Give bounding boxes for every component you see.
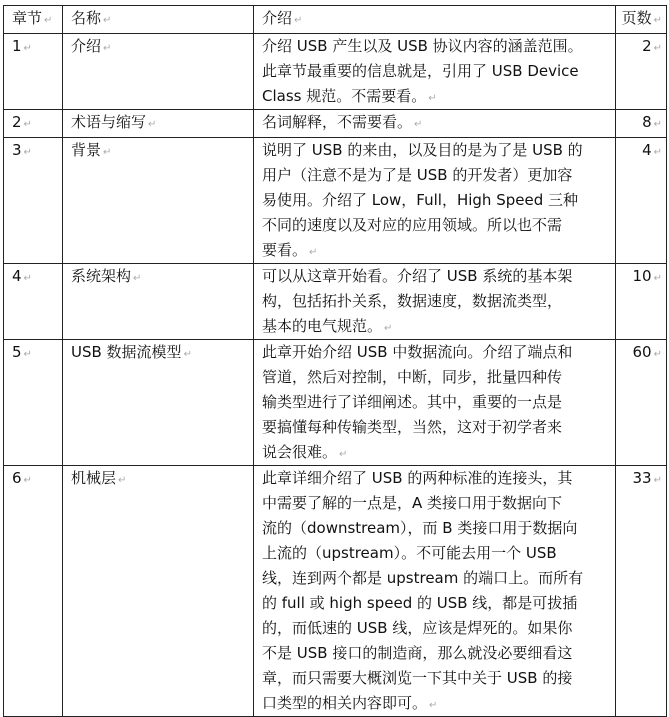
chapter-number-cell: [4, 466, 63, 717]
chapter-intro-line: 不是 USB 接口的制造商，那么就没必要细看这: [262, 644, 573, 662]
chapter-intro-line: 输类型进行了详细阐述。其中，重要的一点是: [262, 393, 563, 411]
chapter-intro-line: 流的（downstream），而 B 类接口用于数据向: [262, 519, 578, 537]
page-count-cell: [616, 340, 667, 466]
chapter-intro-cell: [254, 138, 616, 264]
chapter-number-cell: [4, 340, 63, 466]
page-count: 10 ↵: [633, 267, 662, 285]
table-row: [4, 340, 667, 466]
chapter-intro-cell: [254, 110, 616, 138]
chapter-intro-line: 要搞懂每种传输类型，当然，这对于初学者来: [262, 418, 563, 436]
chapter-intro-line: 说会很难。 ↵: [262, 440, 615, 465]
chapter-intro-line: 此章开始介绍 USB 中数据流向。介绍了端点和: [262, 343, 573, 361]
header-name: [63, 6, 254, 34]
chapter-number-cell: [4, 264, 63, 340]
chapter-intro-line: 用户（注意不是为了是 USB 的开发者）更加容: [262, 166, 573, 184]
chapter-intro-line: 介绍 USB 产生以及 USB 协议内容的涵盖范围。: [262, 37, 583, 55]
header-chapter: [4, 6, 63, 34]
chapter-intro-line: 中需要了解的一点是，A 类接口用于数据向下: [262, 494, 563, 512]
chapter-intro-line: 口类型的相关内容即可。 ↵: [262, 691, 615, 716]
chapter-name-cell: [63, 466, 254, 717]
chapter-number: 3 ↵: [12, 141, 32, 159]
chapter-number: 4 ↵: [12, 267, 32, 285]
chapter-intro-line: 可以从这章开始看。介绍了 USB 系统的基本架: [262, 267, 573, 285]
page-count: 60 ↵: [633, 343, 662, 361]
page-count: 4 ↵: [642, 141, 662, 159]
chapter-intro-line: 的，而低速的 USB 线，应该是焊死的。如果你: [262, 619, 573, 637]
chapter-intro-cell: [254, 466, 616, 717]
chapter-name: 术语与缩写 ↵: [71, 113, 156, 131]
chapter-intro-line: 名词解释，不需要看。 ↵: [262, 110, 615, 135]
table-row: [4, 34, 667, 110]
chapter-name: 系统架构 ↵: [71, 267, 141, 285]
chapter-intro-line: 基本的电气规范。 ↵: [262, 314, 615, 339]
chapter-intro-cell: [254, 264, 616, 340]
chapter-intro-line: 此章节最重要的信息就是，引用了 USB Device: [262, 62, 579, 80]
table-header-row: [4, 6, 667, 34]
chapter-intro-line: 不同的速度以及对应的应用领域。所以也不需: [262, 216, 563, 234]
table-row: [4, 466, 667, 717]
chapter-name: 机械层 ↵: [71, 469, 126, 487]
chapter-intro-line: 上流的（upstream）。不可能去用一个 USB: [262, 544, 557, 562]
header-intro-label: 介绍 ↵: [262, 9, 302, 27]
chapter-name-cell: [63, 138, 254, 264]
chapter-table: [3, 5, 667, 717]
page-count-cell: [616, 110, 667, 138]
page-count-cell: [616, 466, 667, 717]
chapter-intro-line: 易使用。介绍了 Low，Full，High Speed 三种: [262, 191, 578, 209]
chapter-intro-cell: [254, 340, 616, 466]
chapter-intro-line: 管道，然后对控制，中断，同步，批量四种传: [262, 368, 563, 386]
chapter-intro-cell: [254, 34, 616, 110]
page-count: 33 ↵: [633, 469, 662, 487]
table-row: [4, 264, 667, 340]
chapter-intro-line: 要看。 ↵: [262, 238, 615, 263]
page-count-cell: [616, 34, 667, 110]
page-count-cell: [616, 138, 667, 264]
header-pages-label: 页数 ↵: [622, 9, 662, 27]
chapter-name-cell: [63, 264, 254, 340]
header-intro: [254, 6, 616, 34]
chapter-intro-line: Class 规范。不需要看。 ↵: [262, 84, 615, 109]
chapter-number: 2 ↵: [12, 113, 32, 131]
page-count: 8 ↵: [642, 113, 662, 131]
chapter-intro-line: 的 full 或 high speed 的 USB 线，都是可拔插: [262, 594, 578, 612]
chapter-name: 介绍 ↵: [71, 37, 111, 55]
chapter-intro-line: 此章详细介绍了 USB 的两种标准的连接头，其: [262, 469, 573, 487]
chapter-number: 5 ↵: [12, 343, 32, 361]
chapter-name: USB 数据流模型 ↵: [71, 343, 192, 361]
chapter-name-cell: [63, 340, 254, 466]
chapter-number-cell: [4, 110, 63, 138]
table-row: [4, 110, 667, 138]
chapter-number: 6 ↵: [12, 469, 32, 487]
chapter-name-cell: [63, 110, 254, 138]
chapter-intro-line: 章，而只需要大概浏览一下其中关于 USB 的接: [262, 669, 573, 687]
chapter-name: 背景 ↵: [71, 141, 111, 159]
header-name-label: 名称 ↵: [71, 9, 111, 27]
page-count: 2 ↵: [642, 37, 662, 55]
chapter-name-cell: [63, 34, 254, 110]
chapter-intro-line: 构，包括拓扑关系，数据速度，数据流类型，: [262, 292, 563, 310]
page-count-cell: [616, 264, 667, 340]
header-pages: [616, 6, 667, 34]
table-row: [4, 138, 667, 264]
chapter-intro-line: 线，连到两个都是 upstream 的端口上。而所有: [262, 569, 584, 587]
chapter-number: 1 ↵: [12, 37, 32, 55]
chapter-number-cell: [4, 34, 63, 110]
header-chapter-label: 章节 ↵: [12, 9, 52, 27]
chapter-intro-line: 说明了 USB 的来由，以及目的是为了是 USB 的: [262, 141, 583, 159]
chapter-number-cell: [4, 138, 63, 264]
